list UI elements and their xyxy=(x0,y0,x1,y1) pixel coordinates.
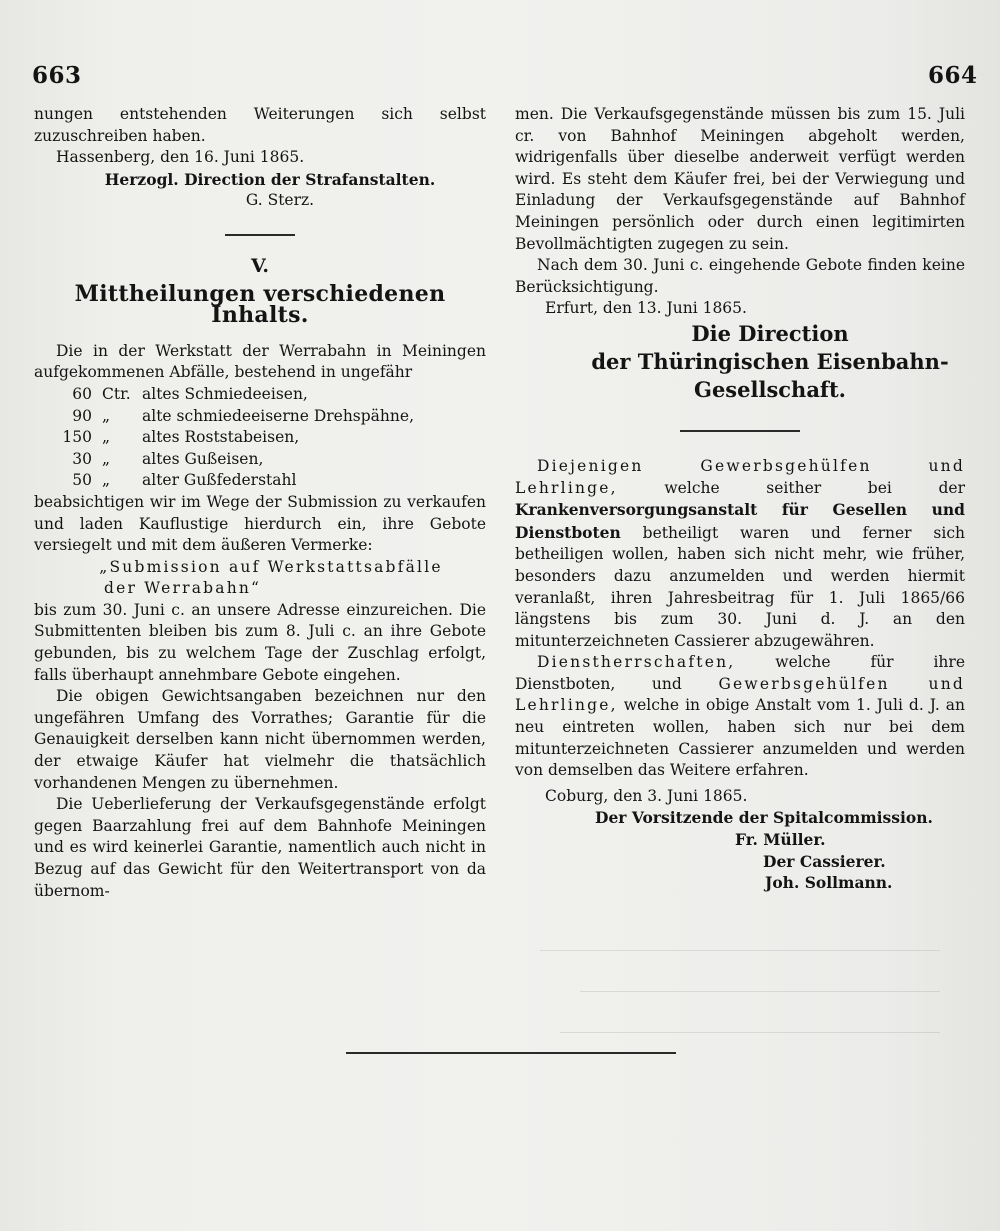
employers-text-b: welche in obige Anstalt vom 1. Juli d. J. an neu eintreten wollen, haben sich nur bei dem mitunterzeichneten Cassierer anzumelden und werden von demselben das Weitere erfahren. xyxy=(515,696,965,780)
scrap-item xyxy=(34,406,486,428)
scrap-item-desc: altes Roststabeisen, xyxy=(142,428,300,447)
scrap-item-unit: „ xyxy=(102,406,111,425)
scrap-item-qty: 50 xyxy=(72,471,92,490)
workers-spaced: Diejenigen Gewerbsgehülfen und Lehrlinge, xyxy=(515,456,965,497)
auction-paragraph: Die in der Werkstatt der Werrabahn in Meiningen aufgekommenen Abfälle, bestehend in ungefähr xyxy=(34,341,486,382)
scrap-items-list xyxy=(34,384,486,492)
scrap-item xyxy=(34,470,486,492)
deadline-paragraph: bis zum 30. Juni c. an unsere Adresse einzureichen. Die Submittenten bleiben bis zum 8. Juli c. an ihre Gebote gebunden, bis zu welchem Tage der Zuschlag erfolgt, falls überhaupt annehmbare Gebote eingehen. xyxy=(34,600,486,684)
scrap-item-unit: „ xyxy=(102,428,111,447)
section-number: V. xyxy=(250,254,270,277)
apprentices-spaced: Gewerbsgehülfen und Lehrlinge, xyxy=(515,674,965,715)
chairman-role: Der Vorsitzende der Spitalcommission. xyxy=(595,808,933,828)
scrap-item-desc: altes Schmiedeeisen, xyxy=(142,384,308,403)
employers-text-a: welche für ihre Dienstboten, und xyxy=(515,653,965,693)
scrap-item xyxy=(34,384,486,406)
submission-note-line2: der Werrabahn“ xyxy=(104,579,262,598)
scrap-item-unit: „ xyxy=(102,449,111,468)
signature-line2: der Thüringischen Eisenbahn- xyxy=(591,348,949,374)
place-date-coburg: Coburg, den 3. Juni 1865. xyxy=(545,786,748,805)
cashier-role: Der Cassierer. xyxy=(763,851,886,871)
signature-line3: Gesellschaft. xyxy=(694,376,846,402)
place-date-erfurt: Erfurt, den 13. Juni 1865. xyxy=(545,299,747,318)
chairman-name: Fr. Müller. xyxy=(735,830,826,850)
scrap-item xyxy=(34,449,486,471)
bottom-rule xyxy=(346,1052,676,1054)
employers-spaced: Dienstherrschaften, xyxy=(537,653,736,672)
submission-note-line1: „Submission auf Werkstattsabfälle xyxy=(99,557,443,576)
scrap-item-desc: altes Gußeisen, xyxy=(142,449,264,468)
weights-paragraph: Die obigen Gewichtsangaben bezeichnen nur den ungefähren Umfang des Vorrathes; Garantie für die Genauigkeit derselben kann nicht übernommen werden, der etwaige Käufer hat vielmehr die thatsächlich vorhandenen Mengen zu übernehmen. xyxy=(34,687,486,792)
show-through-texture xyxy=(520,920,940,1100)
scrap-item xyxy=(34,427,486,449)
place-date-hassenberg: Hassenberg, den 16. Juni 1865. xyxy=(56,148,305,167)
scrap-item-qty: 60 xyxy=(72,384,92,403)
scrap-item-desc: alte schmiedeeiserne Drehspähne, xyxy=(142,406,414,425)
scrap-item-unit: Ctr. xyxy=(102,384,131,403)
cashier-name: Joh. Sollmann. xyxy=(765,873,893,893)
sickcare-institution: Krankenversorgungsanstalt für Gesellen und Dienstboten xyxy=(515,500,965,542)
continued-paragraph: men. Die Verkaufsgegenstände müssen bis zum 15. Juli cr. von Bahnhof Meiningen abgeholt werden, widrigenfalls über dieselbe anderweit verfügt werden wird. Es steht dem Käufer frei, bei der Verwiegung und Einladung der Verkaufsgegenstände auf Bahnhof Meiningen persönlich oder durch einen legitimirten Bevollmächtigten zugegen zu sein. xyxy=(515,105,965,253)
signer-sterz: G. Sterz. xyxy=(245,191,315,210)
delivery-paragraph: Die Ueberlieferung der Verkaufsgegenstände erfolgt gegen Baarzahlung frei auf dem Bahnhofe Meiningen und es wird keinerlei Garantie, namentlich auch nicht in Bezug auf das Gewicht für den Weitertransport von da übernom- xyxy=(34,795,486,900)
employers-paragraph xyxy=(515,652,965,782)
signature-line1: Die Direction xyxy=(691,320,849,346)
left-column xyxy=(34,104,486,902)
separator-rule xyxy=(225,234,295,236)
separator-rule-right xyxy=(680,430,800,432)
authority-strafanstalten: Herzogl. Direction der Strafanstalten. xyxy=(104,169,436,189)
section-title: Mittheilungen verschiedenen Inhalts. xyxy=(74,280,446,329)
right-column xyxy=(515,104,965,894)
page-number-right: 664 xyxy=(928,62,978,89)
sickcare-paragraph xyxy=(515,456,965,652)
scrap-item-qty: 150 xyxy=(62,428,92,447)
intro-text: nungen entstehenden Weiterungen sich selbst zuzuschreiben haben. xyxy=(34,105,486,145)
submission-paragraph: beabsichtigen wir im Wege der Submission zu verkaufen und laden Kauflustige hierdurch ein, ihre Gebote versiegelt und mit dem äußeren Vermerke: xyxy=(34,492,486,555)
scrap-item-qty: 30 xyxy=(72,449,92,468)
scrap-item-desc: alter Gußfederstahl xyxy=(142,471,297,490)
page-number-left: 663 xyxy=(32,62,82,89)
late-bids-note: Nach dem 30. Juni c. eingehende Gebote finden keine Berücksichtigung. xyxy=(515,256,965,296)
sickcare-text-a: welche seither bei der xyxy=(617,478,965,497)
scrap-item-unit: „ xyxy=(102,471,111,490)
scrap-item-qty: 90 xyxy=(72,406,92,425)
sickcare-text-c: betheiligt waren und ferner sich betheiligen wollen, haben sich nicht mehr, wie früher, besonders dazu anzumelden und werden hiermit veranlaßt, ihren Jahresbeitrag für 1. Juli 1865/66 längstens bis zum 30. Juni d. J. an den mitunterzeichneten Cassierer abzugewähren. xyxy=(515,523,965,650)
railway-signature xyxy=(515,320,965,404)
